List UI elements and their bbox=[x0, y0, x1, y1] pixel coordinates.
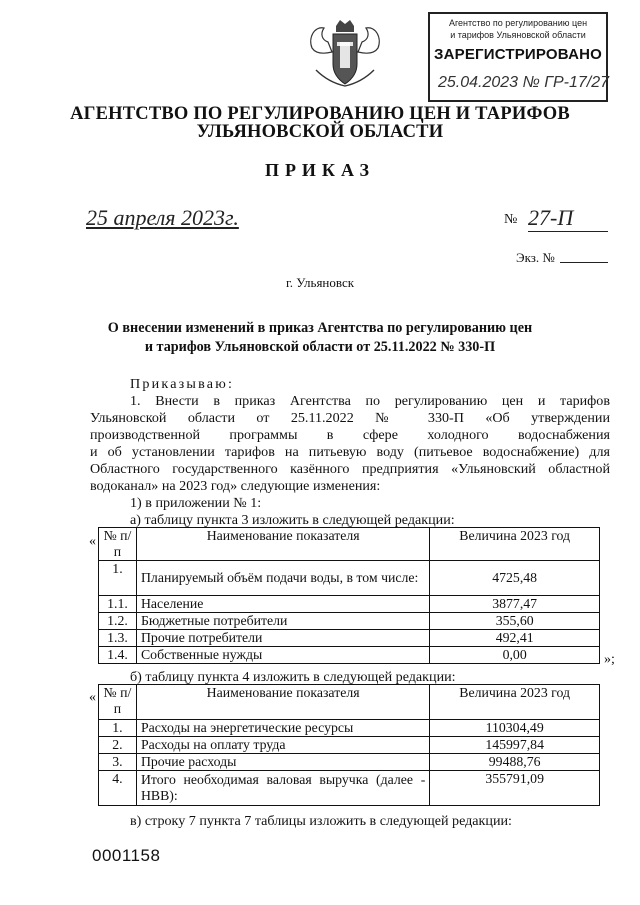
copy-number-label: Экз. № bbox=[516, 250, 555, 265]
coat-of-arms-icon bbox=[306, 18, 384, 88]
paragraph1-line: и об установлении тарифов на питьевую воду (питьевое водоснабжение) для bbox=[90, 444, 610, 460]
decree-word: Приказываю: bbox=[130, 376, 235, 392]
row-num: 3. bbox=[99, 754, 137, 771]
item-1: 1) в приложении № 1: bbox=[130, 495, 262, 511]
quote-open: « bbox=[89, 690, 96, 705]
row-num: 1.1. bbox=[99, 596, 137, 613]
row-value: 0,00 bbox=[430, 647, 600, 664]
row-name: Планируемый объём подачи воды, в том числе: bbox=[136, 561, 429, 596]
quote-close: »; bbox=[604, 652, 615, 667]
registration-stamp bbox=[428, 12, 608, 102]
paragraph1-line: Областного государственного казённого предприятия «Ульяновский областной bbox=[90, 461, 610, 477]
table-row bbox=[99, 771, 600, 806]
row-num: 1.3. bbox=[99, 630, 137, 647]
row-num: 4. bbox=[99, 771, 137, 806]
header-value: Величина 2023 год bbox=[430, 685, 600, 720]
stamp-status: ЗАРЕГИСТРИРОВАНО bbox=[433, 46, 603, 63]
table-header-row bbox=[99, 528, 600, 561]
table-row bbox=[99, 754, 600, 771]
row-name: Собственные нужды bbox=[136, 647, 429, 664]
table-row bbox=[99, 596, 600, 613]
table-row bbox=[99, 630, 600, 647]
item-a: а) таблицу пункта 3 изложить в следующей редакции: bbox=[130, 512, 455, 528]
item-c: в) строку 7 пункта 7 таблицы изложить в следующей редакции: bbox=[130, 813, 512, 829]
row-name: Прочие потребители bbox=[136, 630, 429, 647]
row-name: Прочие расходы bbox=[136, 754, 429, 771]
row-num: 2. bbox=[99, 737, 137, 754]
stamp-agency-line2: и тарифов Ульяновской области bbox=[450, 30, 586, 40]
quote-open: « bbox=[89, 534, 96, 549]
header-num: № п/п bbox=[99, 685, 137, 720]
paragraph1-line: Ульяновской области от 25.11.2022 № 330-П «Об утверждении bbox=[90, 410, 610, 426]
document-serial-number: 0001158 bbox=[92, 846, 161, 865]
row-value: 355791,09 bbox=[430, 771, 600, 806]
table-row bbox=[99, 647, 600, 664]
row-value: 3877,47 bbox=[430, 596, 600, 613]
document-type: ПРИКАЗ bbox=[264, 160, 376, 180]
row-name: Расходы на энергетические ресурсы bbox=[136, 720, 429, 737]
subject-line2: и тарифов Ульяновской области от 25.11.2022 № 330-П bbox=[144, 339, 496, 355]
row-name: Расходы на оплату труда bbox=[136, 737, 429, 754]
row-num: 1.2. bbox=[99, 613, 137, 630]
table-row bbox=[99, 561, 600, 596]
row-num: 1.4. bbox=[99, 647, 137, 664]
row-name: Итого необходимая валовая выручка (далее - НВВ): bbox=[136, 771, 429, 806]
order-date-handwritten: 25 апреля 2023г. bbox=[86, 205, 239, 230]
order-number-handwritten: 27-П bbox=[528, 205, 608, 232]
row-num: 1. bbox=[99, 561, 137, 596]
stamp-handwritten-number: 25.04.2023 № ГР-17/27 bbox=[438, 74, 610, 91]
row-num: 1. bbox=[99, 720, 137, 737]
row-value: 355,60 bbox=[430, 613, 600, 630]
header-value: Величина 2023 год bbox=[430, 528, 600, 561]
water-supply-table bbox=[98, 527, 600, 664]
order-number-label: № bbox=[504, 212, 518, 227]
paragraph1-line: водоканал» на 2023 год» следующие изменения: bbox=[90, 478, 381, 494]
header-name: Наименование показателя bbox=[136, 685, 429, 720]
row-value: 4725,48 bbox=[430, 561, 600, 596]
row-name: Население bbox=[136, 596, 429, 613]
copy-number-line bbox=[560, 262, 608, 263]
paragraph1-line: производственной программы в сфере холодного водоснабжения bbox=[90, 427, 610, 443]
city: г. Ульяновск bbox=[285, 275, 355, 290]
row-value: 99488,76 bbox=[430, 754, 600, 771]
table-row bbox=[99, 613, 600, 630]
header-num: № п/п bbox=[99, 528, 137, 561]
agency-name-line1: АГЕНТСТВО ПО РЕГУЛИРОВАНИЮ ЦЕН И ТАРИФОВ bbox=[70, 104, 570, 124]
table-row bbox=[99, 720, 600, 737]
row-value: 492,41 bbox=[430, 630, 600, 647]
expenses-table bbox=[98, 684, 600, 806]
row-value: 145997,84 bbox=[430, 737, 600, 754]
header-name: Наименование показателя bbox=[136, 528, 429, 561]
paragraph1-line: 1. Внести в приказ Агентства по регулированию цен и тарифов bbox=[130, 393, 610, 409]
item-b: б) таблицу пункта 4 изложить в следующей редакции: bbox=[130, 669, 456, 685]
stamp-agency-line1: Агентство по регулированию цен bbox=[448, 18, 588, 28]
row-name: Бюджетные потребители bbox=[136, 613, 429, 630]
table-row bbox=[99, 737, 600, 754]
subject-line1: О внесении изменений в приказ Агентства по регулированию цен bbox=[107, 320, 533, 336]
agency-name-line2: УЛЬЯНОВСКОЙ ОБЛАСТИ bbox=[196, 122, 444, 142]
row-value: 110304,49 bbox=[430, 720, 600, 737]
table-header-row bbox=[99, 685, 600, 720]
